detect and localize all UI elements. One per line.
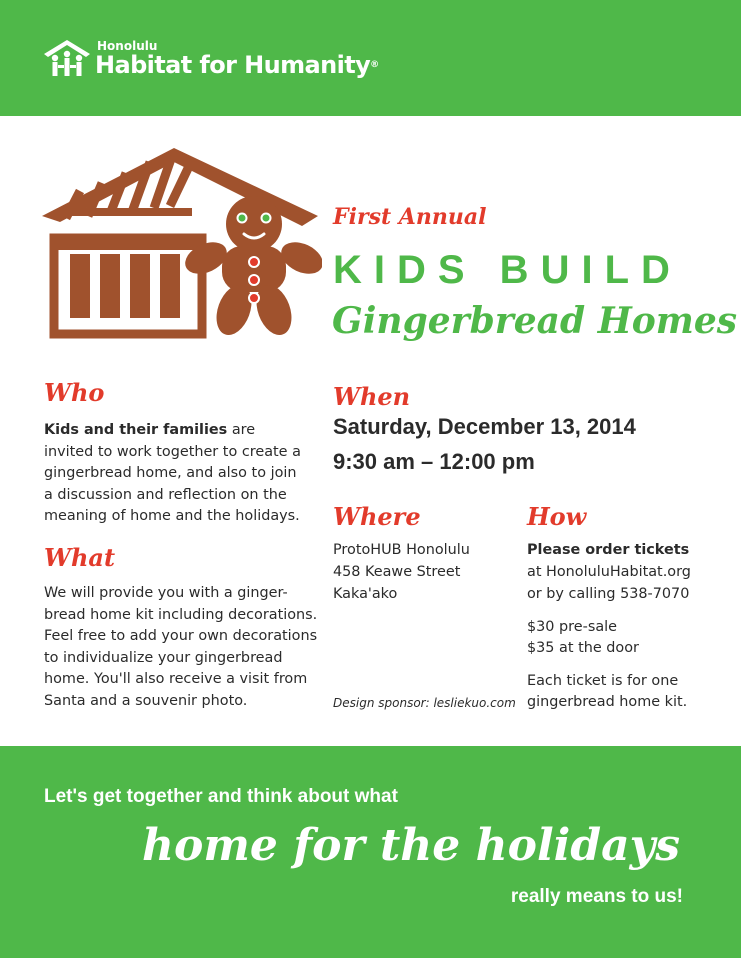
- how-note-line-1: Each ticket is for one: [527, 673, 679, 689]
- where-heading: Where: [333, 502, 421, 531]
- how-heading: How: [527, 502, 587, 531]
- footer-banner: [0, 746, 741, 958]
- who-body: Kids and their families are invited to work together to create a gingerbread home, and also to join a discussion and reflection on the meaning of home and the holidays.: [44, 422, 301, 525]
- logo-org-name: Habitat for Humanity®: [95, 51, 379, 79]
- what-body: We will provide you with a ginger-bread home kit including decorations. Feel free to add your own decorations to individualize your gingerbread home. You'll also receive a visit from Santa and a souvenir photo.: [44, 585, 318, 709]
- logo-city: Honolulu: [97, 39, 158, 53]
- footer-line-1: Let's get together and think about what: [44, 786, 398, 807]
- design-sponsor: Design sponsor: lesliekuo.com: [333, 696, 516, 710]
- where-line-1: ProtoHUB Honolulu: [333, 542, 470, 558]
- who-heading: Who: [44, 378, 105, 407]
- gingerbread-homes-title: Gingerbread Homes: [332, 300, 737, 342]
- how-note-line-2: gingerbread home kit.: [527, 694, 688, 710]
- event-date: Saturday, December 13, 2014: [333, 414, 636, 439]
- where-line-2: 458 Keawe Street: [333, 564, 461, 580]
- gingerbread-house-illustration: [42, 146, 322, 342]
- when-heading: When: [333, 382, 411, 411]
- footer-line-3: really means to us!: [510, 886, 683, 907]
- what-heading: What: [44, 543, 116, 572]
- how-order-bold: Please order tickets: [527, 542, 690, 558]
- how-price-presale: $30 pre-sale: [527, 619, 617, 635]
- where-line-3: Kaka'ako: [333, 586, 398, 602]
- kids-build-title: KIDS BUILD: [333, 248, 682, 292]
- habitat-house-people-icon: [44, 38, 90, 78]
- how-price-door: $35 at the door: [527, 640, 639, 656]
- first-annual-label: First Annual: [333, 204, 487, 230]
- how-order-line-2: or by calling 538-7070: [527, 586, 690, 602]
- habitat-logo[interactable]: [44, 38, 379, 78]
- footer-line-2: home for the holidays: [142, 820, 680, 871]
- event-time: 9:30 am – 12:00 pm: [333, 449, 535, 474]
- how-order-line-1[interactable]: at HonoluluHabitat.org: [527, 564, 691, 580]
- header-banner: [0, 0, 741, 116]
